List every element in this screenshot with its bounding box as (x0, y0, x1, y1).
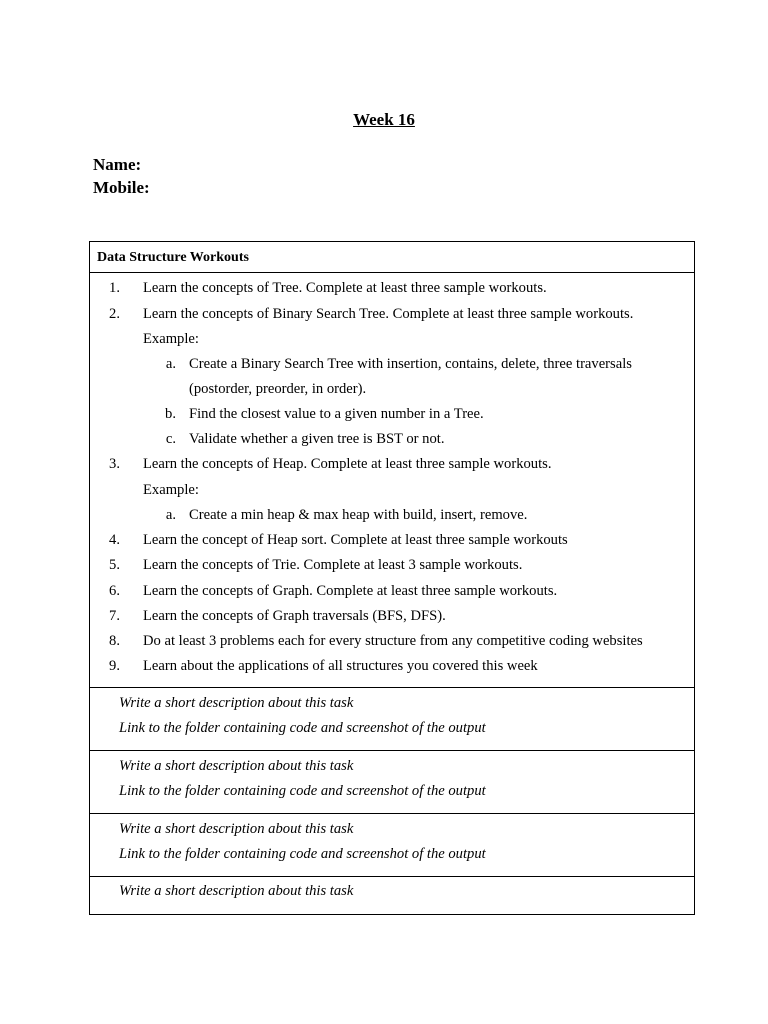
example-label: Example: (143, 331, 199, 347)
description-prompt: Write a short description about this task (119, 821, 354, 837)
response-row (90, 814, 694, 877)
list-item-number: 6. (109, 583, 120, 599)
subitem-text: Create a Binary Search Tree with insertion, contains, delete, three traversals (189, 356, 632, 372)
subitem-letter: a. (165, 356, 176, 372)
subitem-text: Find the closest value to a given number in a Tree. (189, 406, 484, 422)
list-item-number: 4. (109, 532, 120, 548)
link-prompt: Link to the folder containing code and screenshot of the output (119, 720, 486, 736)
response-row (90, 751, 694, 814)
subitem-letter: b. (165, 406, 176, 422)
list-item-text: Learn the concepts of Trie. Complete at least 3 sample workouts. (143, 557, 523, 573)
list-item-text: Learn the concepts of Heap. Complete at least three sample workouts. (143, 456, 552, 472)
name-field-label: Name: (93, 155, 142, 174)
list-item-number: 3. (109, 456, 120, 472)
list-item-text: Learn the concepts of Tree. Complete at least three sample workouts. (143, 280, 547, 296)
document-title: Week 16 (353, 110, 415, 129)
mobile-field-label: Mobile: (93, 178, 150, 197)
task-list (90, 273, 694, 688)
list-item-text: Do at least 3 problems each for every structure from any competitive coding websites (143, 633, 643, 649)
task-table (89, 241, 695, 915)
response-row (90, 688, 694, 751)
response-row (90, 877, 694, 914)
subitem-letter: a. (165, 507, 176, 523)
subitem-continuation: (postorder, preorder, in order). (189, 381, 367, 397)
list-item-number: 2. (109, 306, 120, 322)
section-header: Data Structure Workouts (90, 242, 694, 273)
subitem-letter: c. (165, 431, 176, 447)
list-item-text: Learn the concepts of Binary Search Tree. Complete at least three sample workouts. (143, 306, 634, 322)
description-prompt: Write a short description about this task (119, 695, 354, 711)
description-prompt: Write a short description about this task (119, 758, 354, 774)
subitem-text: Validate whether a given tree is BST or not. (189, 431, 445, 447)
list-item-text: Learn the concepts of Graph. Complete at least three sample workouts. (143, 583, 558, 599)
link-prompt: Link to the folder containing code and screenshot of the output (119, 783, 486, 799)
list-item-number: 9. (109, 658, 120, 674)
list-item-text: Learn the concepts of Graph traversals (BFS, DFS). (143, 608, 446, 624)
subitem-text: Create a min heap & max heap with build, insert, remove. (189, 507, 528, 523)
list-item-number: 1. (109, 280, 120, 296)
list-item-text: Learn the concept of Heap sort. Complete at least three sample workouts (143, 532, 568, 548)
link-prompt: Link to the folder containing code and screenshot of the output (119, 846, 486, 862)
example-label: Example: (143, 482, 199, 498)
description-prompt: Write a short description about this task (119, 883, 354, 899)
list-item-number: 7. (109, 608, 120, 624)
list-item-number: 5. (109, 557, 120, 573)
list-item-number: 8. (109, 633, 120, 649)
list-item-text: Learn about the applications of all structures you covered this week (143, 658, 538, 674)
